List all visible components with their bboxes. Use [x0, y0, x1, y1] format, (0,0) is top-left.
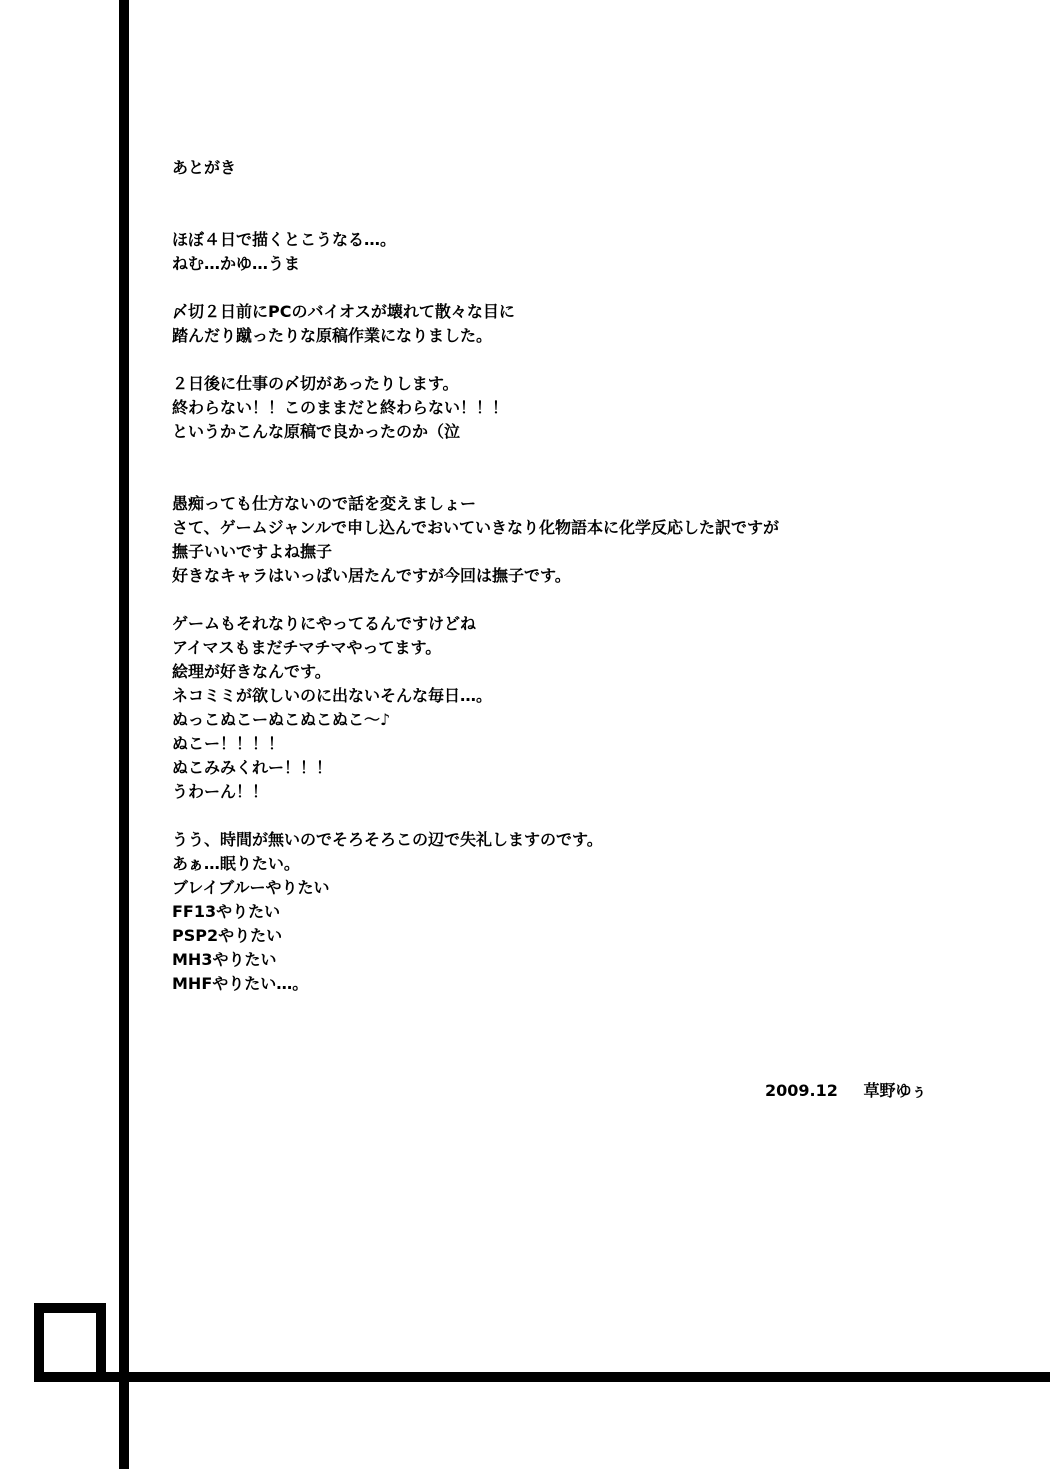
frame-vertical-bar: [119, 0, 129, 1469]
text-line: アイマスもまだチマチマやってます。: [172, 638, 442, 657]
text-line: 踏んだり蹴ったりな原稿作業になりました。: [172, 326, 493, 345]
text-line: さて、ゲームジャンルで申し込んでおいていきなり化物語本に化学反応した訳ですが: [172, 518, 779, 537]
corner-box: [34, 1303, 106, 1382]
signature-author: 草野ゆぅ: [863, 1081, 928, 1100]
paragraph-6: [172, 828, 972, 996]
text-line: ぬっこぬこーぬこぬこぬこ～♪: [172, 710, 391, 729]
text-line: ２日後に仕事の〆切があったりします。: [172, 374, 459, 393]
text-line: ねむ…かゆ…うま: [172, 254, 301, 273]
page-title: あとがき: [172, 158, 237, 177]
text-line: ブレイブルーやりたい: [172, 878, 330, 897]
text-line: ぬこー！！！！: [172, 734, 285, 753]
text-line: PSP2やりたい: [172, 926, 283, 945]
text-line: ネコミミが欲しいのに出ないそんな毎日…。: [172, 686, 493, 705]
text-line: ゲームもそれなりにやってるんですけどね: [172, 614, 477, 633]
text-line: ぬこみみくれー！！！: [172, 758, 333, 777]
text-line: 好きなキャラはいっぱい居たんですが今回は撫子です。: [172, 566, 571, 585]
paragraph-4: [172, 492, 972, 588]
text-line: 絵理が好きなんです。: [172, 662, 331, 681]
paragraph-3: [172, 372, 972, 444]
signature-date: 2009.12: [765, 1081, 838, 1100]
text-line: FF13やりたい: [172, 902, 281, 921]
text-line: MHFやりたい…。: [172, 974, 309, 993]
text-line: 終わらない！！このままだと終わらない！！！: [172, 398, 509, 417]
paragraph-2: [172, 300, 972, 348]
text-line: MH3やりたい: [172, 950, 277, 969]
text-line: というかこんな原稿で良かったのか（泣: [172, 422, 461, 441]
text-line: 愚痴っても仕方ないので話を変えましょー: [172, 494, 477, 513]
text-line: あぁ…眠りたい。: [172, 854, 300, 873]
text-line: うう、時間が無いのでそろそろこの辺で失礼しますのです。: [172, 830, 603, 849]
text-line: 〆切２日前にPCのバイオスが壊れて散々な目に: [172, 302, 515, 321]
text-line: うわーん！！: [172, 782, 269, 801]
text-line: ほぼ４日で描くとこうなる…。: [172, 230, 397, 249]
text-line: 撫子いいですよね撫子: [172, 542, 333, 561]
paragraph-5: [172, 612, 972, 804]
afterword-body: [172, 156, 972, 1020]
paragraph-1: [172, 228, 972, 276]
signature: [765, 1079, 927, 1103]
frame-horizontal-bar: [34, 1372, 1050, 1382]
